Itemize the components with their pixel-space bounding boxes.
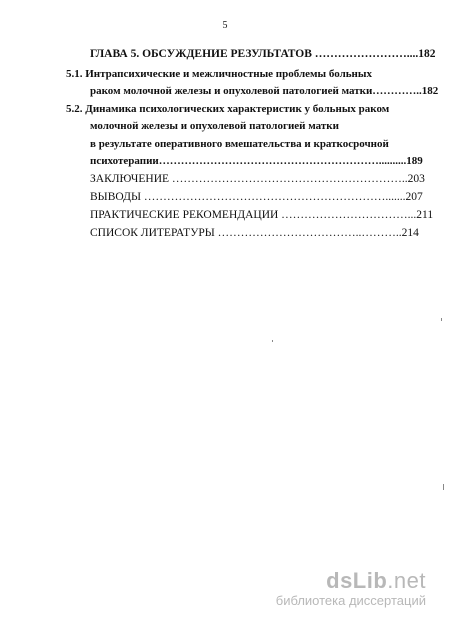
watermark-brand-suffix: .net — [387, 568, 426, 593]
toc-entry-5-2-line-4: психотерапии……………………………………………………..........189 — [90, 155, 423, 167]
toc-entry-5-2-line-1: 5.2. Динамика психологических характеристик у больных раком — [66, 103, 390, 115]
toc-entry-references: СПИСОК ЛИТЕРАТУРЫ ………………………………..………..214 — [90, 227, 419, 239]
toc-entry-5-1-line-2: раком молочной железы и опухолевой патологией матки…………..182 — [90, 85, 439, 97]
scan-speck — [272, 340, 273, 342]
page-number: 5 — [222, 20, 228, 31]
toc-entry-chapter-5: ГЛАВА 5. ОБСУЖДЕНИЕ РЕЗУЛЬТАТОВ ……………………....182 — [90, 48, 436, 60]
watermark-tagline: библиотека диссертаций — [275, 593, 426, 608]
toc-entry-findings: ВЫВОДЫ ……………………………………………………….......207 — [90, 191, 423, 203]
scan-speck — [441, 318, 442, 321]
scan-speck — [443, 484, 444, 490]
watermark — [276, 569, 426, 608]
watermark-logo — [276, 569, 426, 593]
toc-entry-5-1-line-1: 5.1. Интрапсихические и межличностные проблемы больных — [66, 68, 372, 80]
toc-entry-5-2-line-3: в результате оперативного вмешательства и краткосрочной — [90, 138, 389, 150]
toc-entry-5-2-line-2: молочной железы и опухолевой патологией матки — [90, 120, 339, 132]
watermark-brand-main: dsLib — [326, 568, 388, 593]
toc-entry-conclusion: ЗАКЛЮЧЕНИЕ ……………………………………………………..203 — [90, 173, 425, 185]
toc-entry-recommendations: ПРАКТИЧЕСКИЕ РЕКОМЕНДАЦИИ ……………………………...211 — [90, 209, 434, 221]
